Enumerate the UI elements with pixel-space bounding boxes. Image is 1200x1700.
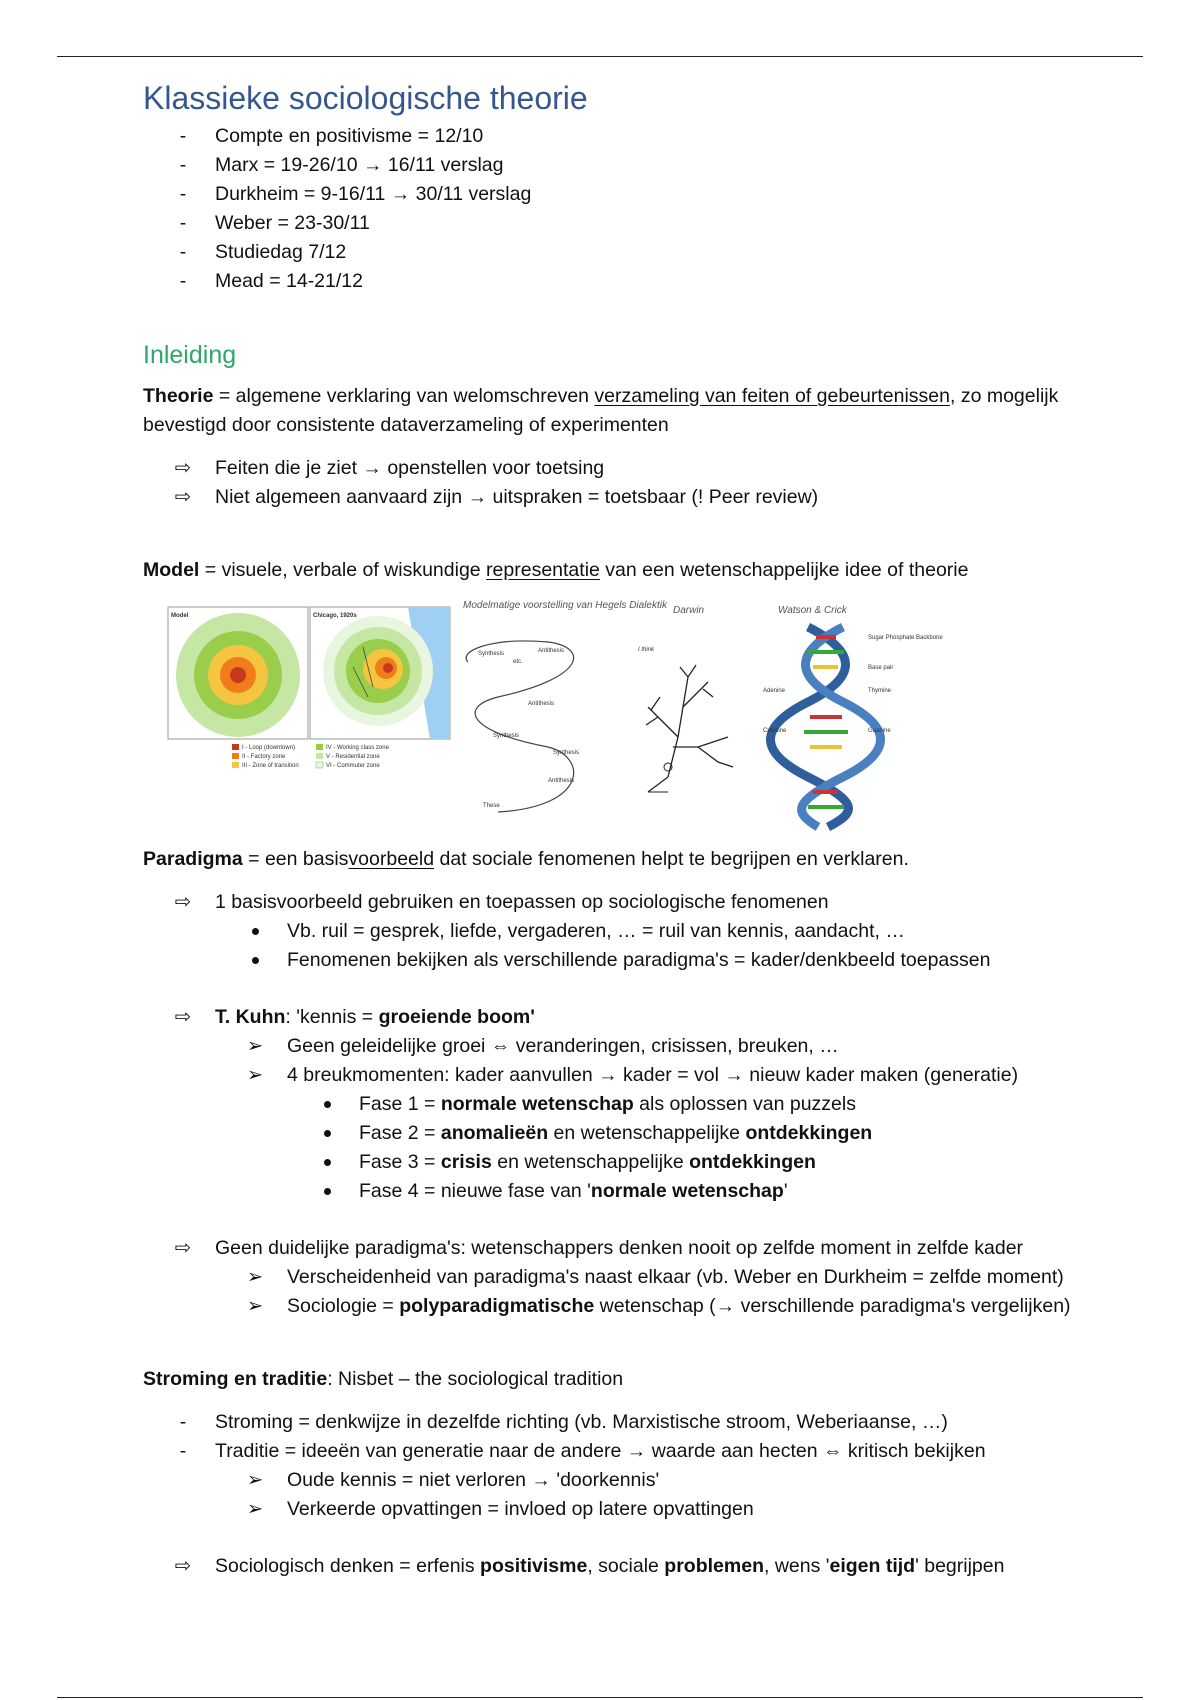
list-item: Fase 1 = normale wetenschap als oplossen van puzzels xyxy=(143,1090,1103,1119)
svg-text:Model: Model xyxy=(171,613,189,619)
list-item: - Marx = 19-26/10 → 16/11 verslag xyxy=(179,154,504,176)
svg-text:Modelmatige voorstelling van H: Modelmatige voorstelling van Hegels Dialektik xyxy=(463,600,667,611)
list-item: ⇨ Sociologisch denken = erfenis positivisme, sociale problemen, wens 'eigen tijd' begrijpen xyxy=(174,1555,1005,1577)
sociologisch-points xyxy=(143,1552,1103,1581)
list-item: - Traditie = ideeën van generatie naar de andere → waarde aan hecten ⇔ kritisch bekijken xyxy=(179,1440,986,1462)
list-item: - Weber = 23-30/11 xyxy=(179,212,370,234)
svg-text:Synthesis: Synthesis xyxy=(553,750,580,756)
list-item: ➢ 4 breukmomenten: kader aanvullen → kader = vol → nieuw kader maken (generatie) xyxy=(246,1064,1019,1086)
svg-text:Antithesis: Antithesis xyxy=(548,778,575,784)
svg-text:etc.: etc. xyxy=(513,659,523,665)
svg-text:Guanine: Guanine xyxy=(868,728,891,734)
list-item: ➢ Verscheidenheid van paradigma's naast elkaar (vb. Weber en Durkheim = zelfde moment) xyxy=(246,1266,1064,1288)
svg-text:Watson & Crick: Watson & Crick xyxy=(778,605,847,616)
list-item: Fase 2 = anomalieën en wetenschappelijke ontdekkingen xyxy=(143,1119,1103,1148)
list-item: - Durkheim = 9-16/11 → 30/11 verslag xyxy=(179,183,532,205)
svg-text:Antithesis: Antithesis xyxy=(528,701,555,707)
list-item: - Studiedag 7/12 xyxy=(179,241,347,263)
theorie-points xyxy=(143,454,1103,512)
list-item: ➢ Verkeerde opvattingen = invloed op latere opvattingen xyxy=(246,1498,754,1520)
svg-text:VI - Commuter zone: VI - Commuter zone xyxy=(326,763,380,769)
darwin-tree-sketch xyxy=(638,605,733,792)
list-item: - Mead = 14-21/12 xyxy=(179,270,363,292)
list-item: ⇨ T. Kuhn: 'kennis = groeiende boom' xyxy=(174,1006,535,1028)
model-figures-svg xyxy=(168,597,943,827)
dna-double-helix xyxy=(763,605,943,827)
page-title: Klassieke sociologische theorie xyxy=(143,80,588,116)
list-item: ⇨ Niet algemeen aanvaard zijn → uitspraken = toetsbaar (! Peer review) xyxy=(174,486,819,508)
list-item: ⇨ 1 basisvoorbeeld gebruiken en toepassen op sociologische fenomenen xyxy=(174,891,829,913)
list-item: - Compte en positivisme = 12/10 xyxy=(179,125,484,147)
svg-text:III - Zone of transition: III - Zone of transition xyxy=(242,763,299,769)
svg-text:I think: I think xyxy=(638,647,655,653)
concentric-zone-model xyxy=(168,607,308,739)
list-item: ➢ Geen geleidelijke groei ⇔ veranderingen, crisissen, breuken, … xyxy=(246,1035,839,1057)
document-body xyxy=(143,76,1103,1581)
svg-text:II - Factory zone: II - Factory zone xyxy=(242,754,286,760)
svg-text:Darwin: Darwin xyxy=(673,605,705,616)
svg-text:Base pair: Base pair xyxy=(868,665,894,671)
svg-text:Adenine: Adenine xyxy=(763,688,786,694)
list-item: ⇨ Geen duidelijke paradigma's: wetenschappers denken nooit op zelfde moment in zelfde kader xyxy=(174,1237,1024,1259)
list-item: - Stroming = denkwijze in dezelfde richting (vb. Marxistische stroom, Weberiaanse, …) xyxy=(179,1411,948,1433)
svg-text:Chicago, 1920s: Chicago, 1920s xyxy=(313,613,357,619)
svg-text:I - Loop (downtown): I - Loop (downtown) xyxy=(242,745,296,751)
svg-text:Thymine: Thymine xyxy=(868,688,892,694)
list-item: Vb. ruil = gesprek, liefde, vergaderen, … = ruil van kennis, aandacht, … xyxy=(143,917,1103,946)
list-item: ➢ Sociologie = polyparadigmatische wetenschap (→ verschillende paradigma's vergelijken) xyxy=(246,1295,1071,1317)
stroming-definition: Stroming en traditie: Nisbet – the sociological tradition xyxy=(143,1368,624,1390)
zone-legend xyxy=(232,744,390,769)
hegel-dialectic-diagram xyxy=(463,600,668,812)
svg-text:V - Residential zone: V - Residential zone xyxy=(326,754,380,760)
kuhn-points xyxy=(143,1003,1103,1206)
bottom-rule xyxy=(57,1697,1143,1698)
svg-text:IV - Working class zone: IV - Working class zone xyxy=(326,745,389,751)
stroming-points xyxy=(143,1408,1103,1524)
model-definition: Model = visuele, verbale of wiskundige representatie van een wetenschappelijke idee of theorie xyxy=(143,559,969,581)
schedule-list xyxy=(143,122,1103,296)
list-item: ➢ Oude kennis = niet verloren → 'doorkennis' xyxy=(246,1469,660,1491)
list-item: Fenomenen bekijken als verschillende paradigma's = kader/denkbeeld toepassen xyxy=(143,946,1103,975)
svg-text:Sugar Phosphate Backbone: Sugar Phosphate Backbone xyxy=(868,635,943,641)
top-rule xyxy=(57,56,1143,57)
paradigma-points xyxy=(143,888,1103,975)
model-figures xyxy=(143,597,1103,827)
list-item: Fase 3 = crisis en wetenschappelijke ontdekkingen xyxy=(143,1148,1103,1177)
svg-text:Synthesis: Synthesis xyxy=(493,733,520,739)
theorie-definition: Theorie = algemene verklaring van welomschreven verzameling van feiten of gebeurtenissen, zo mogelijk bevestigd door consistente dataverzameling of experimenten xyxy=(143,385,1059,436)
paradigma-diversity-points xyxy=(143,1234,1103,1321)
svg-text:These: These xyxy=(483,803,500,809)
list-item: Fase 4 = nieuwe fase van 'normale wetenschap' xyxy=(143,1177,1103,1206)
section-heading-inleiding: Inleiding xyxy=(143,341,237,369)
svg-text:Antithesis: Antithesis xyxy=(538,648,565,654)
paradigma-definition: Paradigma = een basisvoorbeeld dat sociale fenomenen helpt te begrijpen en verklaren. xyxy=(143,848,909,870)
svg-text:Cytosine: Cytosine xyxy=(763,728,787,734)
chicago-zone-map xyxy=(310,607,450,739)
svg-text:Synthesis: Synthesis xyxy=(478,651,505,657)
list-item: ⇨ Feiten die je ziet → openstellen voor toetsing xyxy=(174,457,605,479)
